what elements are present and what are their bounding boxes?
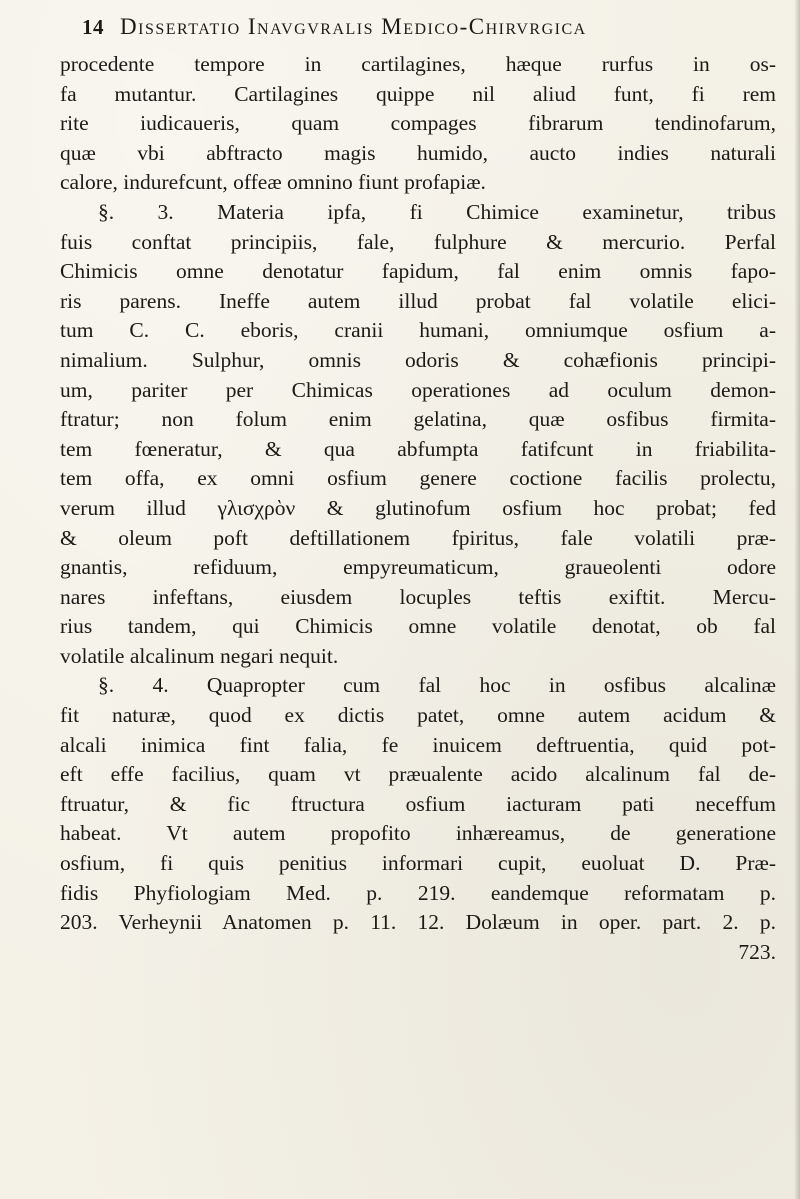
text-line: calore, indurefcunt, offeæ omnino fiunt profapiæ. xyxy=(60,170,486,195)
text-line: nares infeftans, eiusdem locuples teftis exiftit. Mercu- xyxy=(60,584,776,609)
paragraph-start-4: §. 4. Quapropter cum fal hoc in osfibus alcalinæ xyxy=(98,673,776,698)
text-line: volatile alcalinum negari nequit. xyxy=(60,643,339,668)
text-line: nimalium. Sulphur, omnis odoris & cohæfionis principi- xyxy=(60,347,776,372)
text-line: 203. Verheynii Anatomen p. 11. 12. Dolæum in oper. part. 2. p. xyxy=(60,910,776,935)
body-text xyxy=(60,50,776,967)
text-line: Chimicis omne denotatur fapidum, fal enim omnis fapo- xyxy=(60,259,776,284)
running-title: Dissertatio Inavgvralis Medico-Chirvrgica xyxy=(120,14,587,39)
text-line: fit naturæ, quod ex dictis patet, omne autem acidum & xyxy=(60,703,776,728)
text-line: alcali inimica fint falia, fe inuicem deftruentia, quid pot- xyxy=(60,732,776,757)
text-line: eft effe facilius, quam vt præualente acido alcalinum fal de- xyxy=(60,762,776,787)
text-line: & oleum poft deftillationem fpiritus, fale volatili præ- xyxy=(60,525,776,550)
page-number: 14 xyxy=(82,15,104,39)
page-edge-shadow xyxy=(794,0,800,1199)
text-line: tem fœneratur, & qua abfumpta fatifcunt in friabilita- xyxy=(60,436,776,461)
text-line: tem offa, ex omni osfium genere coctione facilis prolectu, xyxy=(60,466,776,491)
catchword: 723. xyxy=(738,939,776,964)
text-line: ftratur; non folum enim gelatina, quæ osfibus firmita- xyxy=(60,407,776,432)
text-line: habeat. Vt autem propofito inhæreamus, de generatione xyxy=(60,821,776,846)
text-line: fa mutantur. Cartilagines quippe nil aliud funt, fi rem xyxy=(60,81,776,106)
text-line: verum illud γλισχρὸν & glutinofum osfium hoc probat; fed xyxy=(60,495,776,520)
text-line: procedente tempore in cartilagines, hæque rurfus in os- xyxy=(60,52,776,76)
text-line: rite iudicaueris, quam compages fibrarum tendinofarum, xyxy=(60,111,776,136)
text-line: osfium, fi quis penitius informari cupit, euoluat D. Præ- xyxy=(60,851,776,876)
text-line: tum C. C. eboris, cranii humani, omniumque osfium a- xyxy=(60,318,776,343)
text-line: rius tandem, qui Chimicis omne volatile denotat, ob fal xyxy=(60,614,776,639)
text-line: fuis conftat principiis, fale, fulphure & mercurio. Perfal xyxy=(60,229,776,254)
paragraph-start-3: §. 3. Materia ipfa, fi Chimice examinetur, tribus xyxy=(98,199,776,224)
text-line: quæ vbi abftracto magis humido, aucto indies naturali xyxy=(60,140,776,165)
text-line: gnantis, refiduum, empyreumaticum, graueolenti odore xyxy=(60,555,776,580)
running-head xyxy=(82,14,782,54)
text-line: ftruatur, & fic ftructura osfium iacturam pati neceffum xyxy=(60,791,776,816)
text-line: fidis Phyfiologiam Med. p. 219. eandemque reformatam p. xyxy=(60,880,776,905)
text-line: ris parens. Ineffe autem illud probat fal volatile elici- xyxy=(60,288,776,313)
text-line: um, pariter per Chimicas operationes ad oculum demon- xyxy=(60,377,776,402)
